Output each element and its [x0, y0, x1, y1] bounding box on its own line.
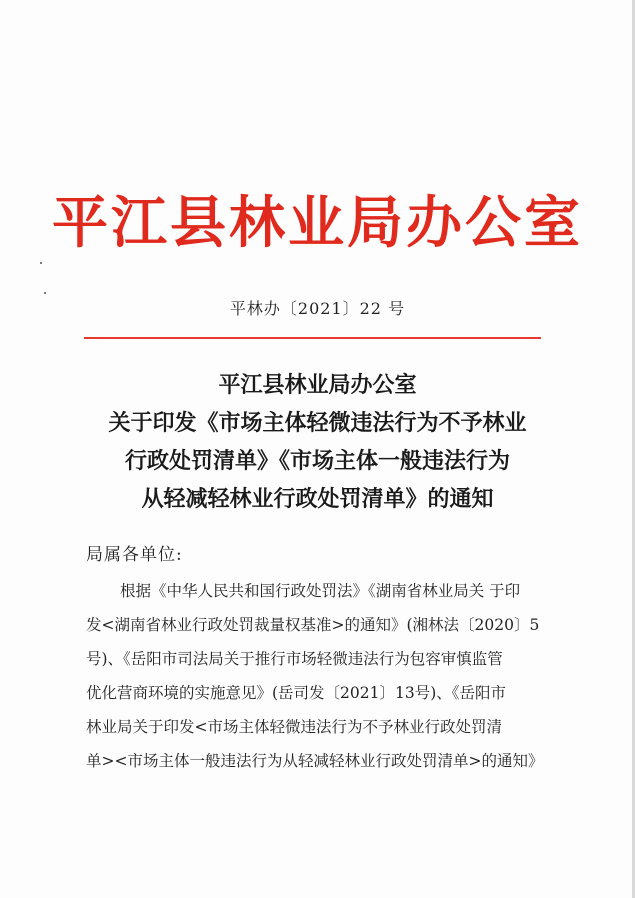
- notice-title-line: 行政处罚清单》《市场主体一般违法行为: [124, 448, 510, 474]
- scan-speck: [40, 262, 42, 264]
- issuing-office-header: 平江县林业局办公室: [52, 190, 583, 256]
- body-paragraph: [86, 574, 556, 778]
- body-line: 单><市场主体一般违法行为从轻减轻林业行政处罚清单>的通知》: [86, 752, 544, 770]
- red-divider-line: [84, 337, 541, 339]
- scan-speck: [44, 292, 46, 294]
- body-line: 号)、《岳阳市司法局关于推行市场轻微违法行为包容审慎监管: [86, 650, 503, 668]
- notice-title-line: 关于印发《市场主体轻微违法行为不予林业: [108, 410, 527, 436]
- notice-title-line: 从轻减轻林业行政处罚清单》的通知: [141, 486, 494, 512]
- salutation: 局属各单位:: [86, 545, 183, 565]
- body-line: 根据《中华人民共和国行政处罚法》《湖南省林业局关 于印: [120, 582, 521, 600]
- body-line: 林业局关于印发<市场主体轻微违法行为不予林业行政处罚清: [86, 718, 502, 736]
- notice-title: [60, 366, 575, 518]
- document-number: 平林办〔2021〕22 号: [229, 299, 406, 318]
- body-line: 发<湖南省林业行政处罚裁量权基准>的通知》(湘林法〔2020〕5: [86, 616, 540, 634]
- notice-title-line: 平江县林业局办公室: [218, 372, 417, 398]
- body-line: 优化营商环境的实施意见》(岳司发〔2021〕13号)、《岳阳市: [86, 684, 507, 702]
